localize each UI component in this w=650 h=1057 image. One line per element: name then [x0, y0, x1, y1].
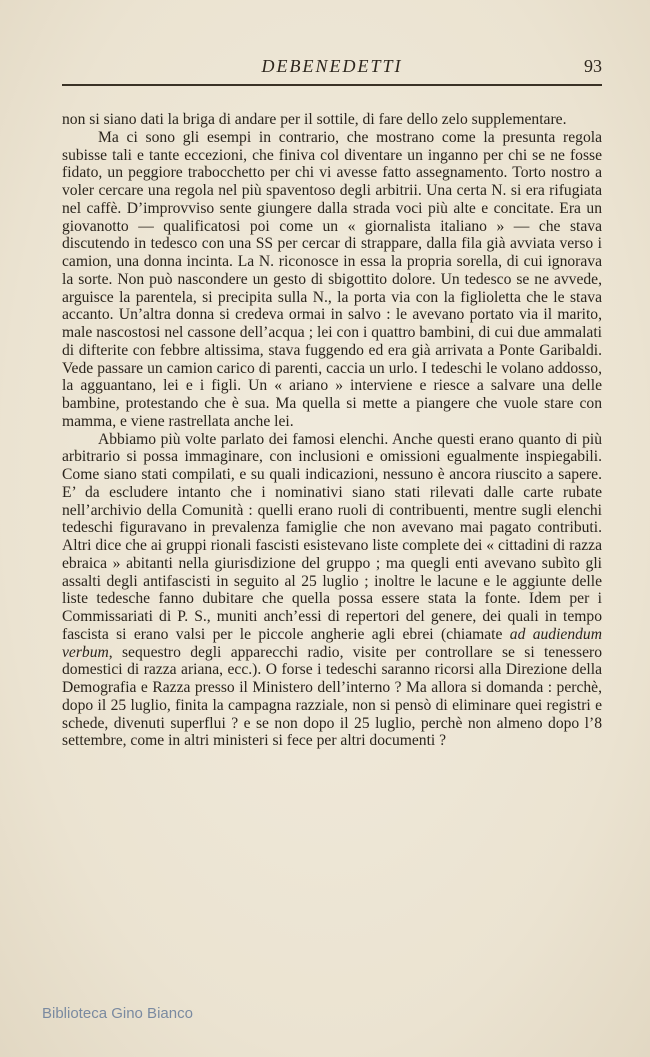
page-number: 93 [584, 56, 602, 76]
text-run: Abbiamo più volte parlato dei famosi elenchi. Anche questi erano quanto di più arbitrario si possa immaginare, con inclusioni e omissioni egualmente inspiegabili. Come siano stati compilati, e su quali indicazioni, nessuno è ancora riuscito a sapere. E’ da escludere intanto che i nominativi siano stati rilevati dalle carte rubate nell’archivio della Comunità : quelli erano ruoli di contribuenti, mentre sugli elenchi tedeschi figuravano in prevalenza famiglie che non avevano mai pagato contributi. Altri dice che ai gruppi rionali fascisti esistevano liste complete dei « cittadini di razza ebraica » abitanti nella giurisdizione del gruppo ; ma quegli enti avevano subìto gli assalti degli antifascisti in seguito al 25 luglio ; inoltre le lacune e le aggiunte delle liste tedesche fanno dubitare che quella possa essere stata la fonte. Idem per i Commissariati di P. S., muniti anch’essi di repertori del genere, dei quali in tempo fascista si erano valsi per le piccole angherie agli ebrei (chiamate [62, 430, 602, 643]
text-run: non si siano dati la briga di andare per il sottile, di fare dello zelo supplementare. [62, 111, 567, 128]
page-header [62, 52, 602, 86]
text-run: , sequestro degli apparecchi radio, visite per controllare se si tenessero domestici di razza ariana, ecc.). O forse i tedeschi saranno ricorsi alla Direzione della Demografia e Razza presso il Ministero dell’interno ? Ma allora si domanda : perchè, dopo il 25 luglio, finita la campagna razziale, non si pensò di eliminare quei registri e schede, divenuti superflui ? e se non dopo il 25 luglio, perchè non almeno dopo l’8 settembre, come in altri ministeri si fece per altri documenti ? [62, 643, 602, 750]
body-text [62, 111, 602, 750]
header-rule [62, 84, 602, 86]
paragraph [62, 431, 602, 751]
library-watermark: Biblioteca Gino Bianco [42, 1005, 193, 1022]
running-title: DEBENEDETTI [261, 56, 403, 76]
italic-phrase: ad audiendum verbum [62, 625, 602, 661]
text-run: Ma ci sono gli esempi in contrario, che mostrano come la presunta regola subisse tali e tante eccezioni, che finiva col diventare un inganno per chi se ne fosse fidato, un peggiore trabocchetto per chi vi avesse fatto assegnamento. Torto nostro a voler cercare una regola nel più spaventoso degli arbitrii. Una certa N. si era rifugiata nel caffè. D’improvviso sente giungere dalla strada voci più alte e concitate. Era un giovanotto — qualificatosi poi come un « giornalista italiano » — che stava discutendo in tedesco con una SS per cercar di strappare, dalla fila già avviata verso i camion, una donna incinta. La N. riconosce in essa la propria sorella, di cui ignorava la sorte. Non può nascondere un gesto di sbigottito dolore. Un tedesco se ne avvede, arguisce la parentela, si precipita sulla N., la porta via con la figlioletta che le stava accanto. Un’altra donna si credeva ormai in salvo : le avevano portato via il marito, male nascostosi nel cassone dell’acqua ; lei con i quattro bambini, di cui due ammalati di difterite con febbre altissima, stava fuggendo ed era già arrivata a Ponte Garibaldi. Vede passare un camion carico di parenti, caccia un urlo. I tedeschi le volano addosso, la agguantano, lei e i figli. Un « ariano » interviene e riesce a salvare una delle bambine, protestando che è sua. Ma quella si mette a piangere che vuole stare con mamma, e viene rastrellata anche lei. [62, 128, 602, 430]
paragraph [62, 111, 602, 129]
paragraph [62, 129, 602, 431]
